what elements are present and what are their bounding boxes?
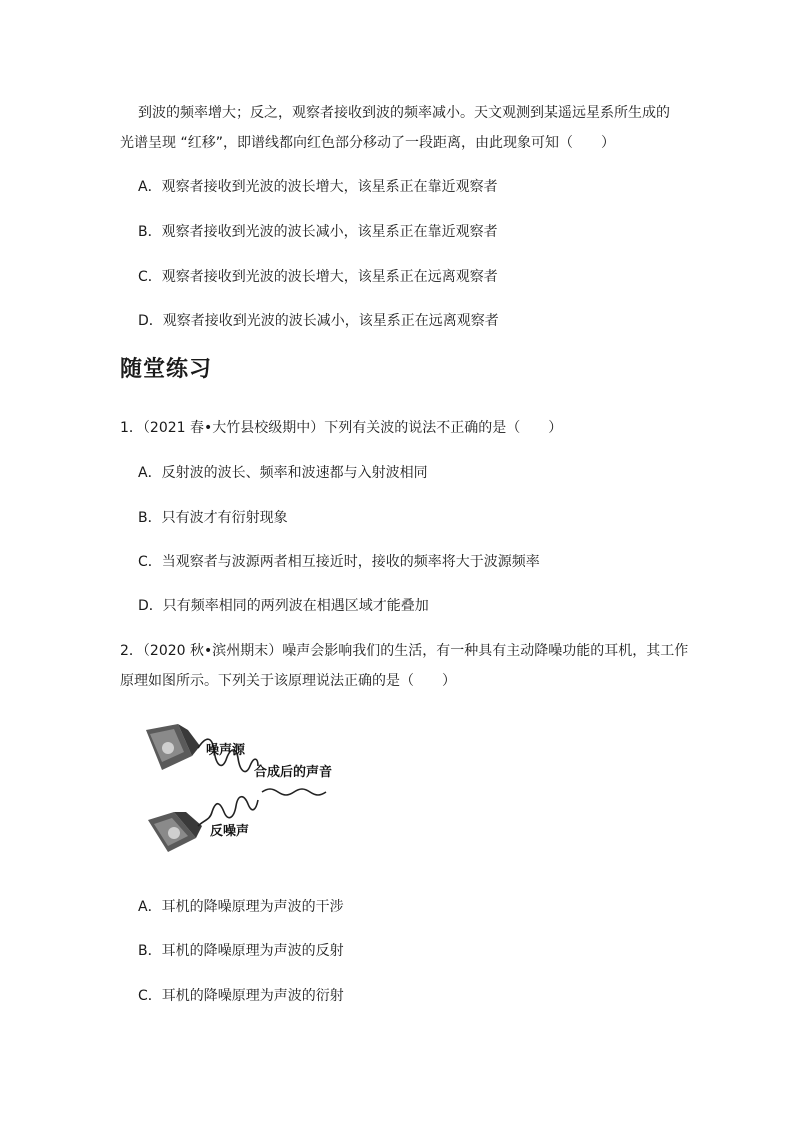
- section-title: 随堂练习: [120, 357, 213, 382]
- q0-option-a: A．观察者接收到光波的波长增大，该星系正在靠近观察者: [138, 179, 498, 195]
- intro-line-1: 到波的频率增大；反之，观察者接收到波的频率减小。天文观测到某遥远星系所生成的: [138, 105, 670, 121]
- q1-stem: 1．（2021 春•大竹县校级期中）下列有关波的说法不正确的是（ ）: [120, 420, 563, 436]
- q1-option-d: D．只有频率相同的两列波在相遇区域才能叠加: [138, 598, 429, 614]
- q0-option-d: D．观察者接收到光波的波长减小，该星系正在远离观察者: [138, 313, 499, 329]
- anti-noise-speaker-icon: [148, 812, 202, 852]
- noise-source-speaker-icon: [146, 724, 200, 770]
- q2-option-a: A．耳机的降噪原理为声波的干涉: [138, 899, 344, 915]
- q0-option-b: B．观察者接收到光波的波长减小，该星系正在靠近观察者: [138, 224, 498, 240]
- noise-cancel-figure: [140, 720, 335, 870]
- q0-option-c: C．观察者接收到光波的波长增大，该星系正在远离观察者: [138, 269, 498, 285]
- combined-wave: [262, 789, 326, 795]
- noise-source-label: 噪声源: [206, 743, 246, 758]
- q1-option-c: C．当观察者与波源两者相互接近时，接收的频率将大于波源频率: [138, 554, 540, 570]
- q2-stem-line-2: 原理如图所示。下列关于该原理说法正确的是（ ）: [120, 673, 456, 689]
- q2-option-c: C．耳机的降噪原理为声波的衍射: [138, 988, 344, 1004]
- q2-option-b: B．耳机的降噪原理为声波的反射: [138, 943, 344, 959]
- intro-line-2: 光谱呈现 “红移”，即谱线都向红色部分移动了一段距离，由此现象可知（ ）: [120, 135, 615, 151]
- anti-noise-label: 反噪声: [210, 824, 250, 839]
- q1-option-b: B．只有波才有衍射现象: [138, 510, 288, 526]
- q2-stem-line-1: 2．（2020 秋•滨州期末）噪声会影响我们的生活，有一种具有主动降噪功能的耳机，其工作: [120, 643, 689, 659]
- combined-sound-label: 合成后的声音: [254, 765, 333, 780]
- q1-option-a: A．反射波的波长、频率和波速都与入射波相同: [138, 465, 428, 481]
- anti-noise-wave: [198, 797, 258, 826]
- noise-cancel-diagram: [140, 720, 335, 870]
